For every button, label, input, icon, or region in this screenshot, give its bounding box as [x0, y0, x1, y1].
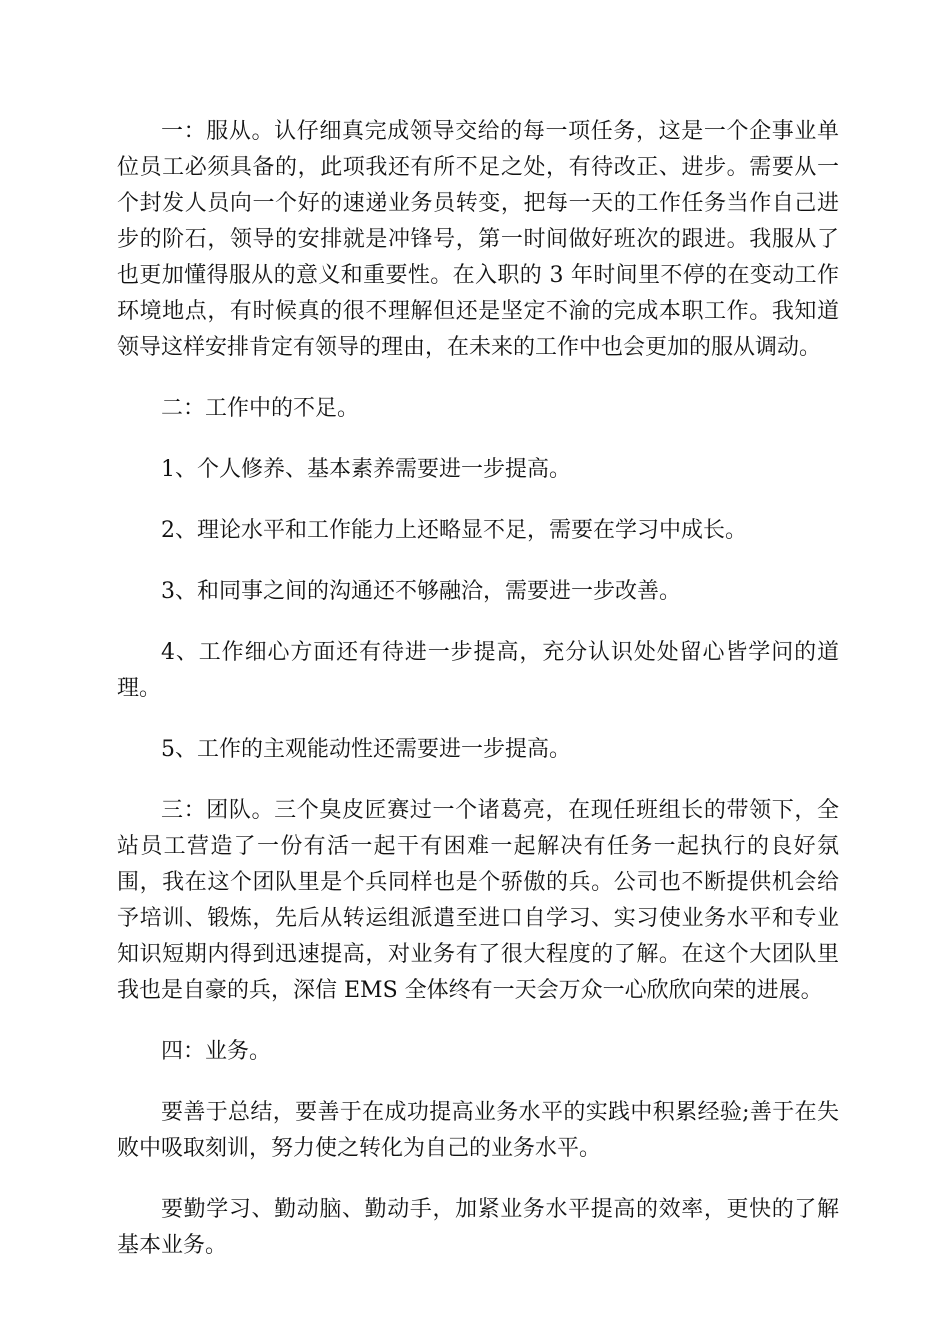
- paragraph-business-summary: 要善于总结，要善于在成功提高业务水平的实践中积累经验;善于在失败中吸取刻训，努力使之转化为自己的业务水平。: [117, 1100, 839, 1161]
- document-body: [117, 114, 839, 1289]
- shortcoming-item-4: 4、工作细心方面还有待进一步提高，充分认识处处留心皆学问的道理。: [117, 640, 839, 701]
- shortcoming-item-5: 5、工作的主观能动性还需要进一步提高。: [161, 737, 571, 762]
- heading-shortcomings: 二：工作中的不足。: [161, 396, 360, 421]
- paragraph-obedience: 一：服从。认仔细真完成领导交给的每一项任务，这是一个企事业单位员工必须具备的，此项我还有所不足之处，有待改正、进步。需要从一个封发人员向一个好的速递业务员转变，把每一天的工作任务当作自己进步的阶石，领导的安排就是冲锋号，第一时间做好班次的跟进。我服从了也更加懂得服从的意义和重要性。在入职的 3 年时间里不停的在变动工作环境地点，有时候真的很不理解但还是坚定不渝的完成本职工作。我知道领导这样安排肯定有领导的理由，在未来的工作中也会更加的服从调动。: [117, 119, 839, 360]
- shortcoming-item-1: 1、个人修养、基本素养需要进一步提高。: [161, 457, 571, 482]
- heading-business: 四：业务。: [161, 1039, 272, 1064]
- paragraph-team: 三：团队。三个臭皮匠赛过一个诸葛亮，在现任班组长的带领下，全站员工营造了一份有活一起干有困难一起解决有任务一起执行的良好氛围，我在这个团队里是个兵同样也是个骄傲的兵。公司也不断提供机会给予培训、锻炼，先后从转运组派遣至进口自学习、实习使业务水平和专业知识短期内得到迅速提高，对业务有了很大程度的了解。在这个大团队里我也是自豪的兵，深信 EMS 全体终有一天会万众一心欣欣向荣的进展。: [117, 798, 839, 1003]
- shortcoming-item-2: 2、理论水平和工作能力上还略显不足，需要在学习中成长。: [161, 518, 747, 543]
- shortcoming-item-3: 3、和同事之间的沟通还不够融洽，需要进一步改善。: [161, 579, 681, 604]
- paragraph-business-study: 要勤学习、勤动脑、勤动手，加紧业务水平提高的效率，更快的了解基本业务。: [117, 1197, 839, 1258]
